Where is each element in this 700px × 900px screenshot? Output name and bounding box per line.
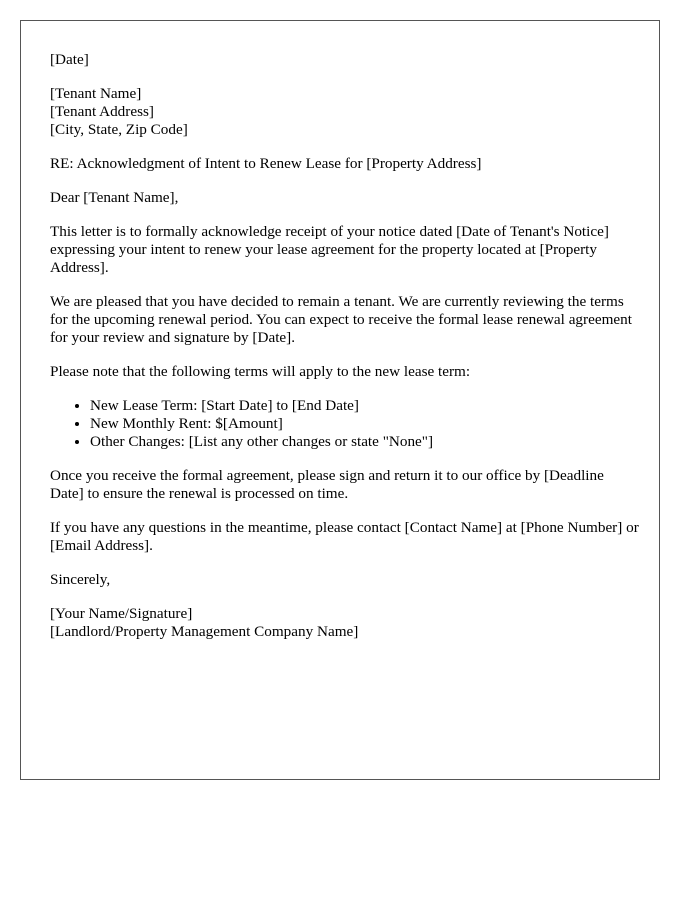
term-item-lease-term: • New Lease Term: [Start Date] to [End Date]	[90, 397, 640, 415]
recipient-address: [Tenant Address]	[50, 103, 154, 120]
paragraph-terms-intro: Please note that the following terms will apply to the new lease term:	[50, 363, 471, 380]
paragraph-return-instructions: Once you receive the formal agreement, please sign and return it to our office by [Deadline Date] to ensure the renewal is processed on time.	[50, 467, 604, 502]
paragraph-review: We are pleased that you have decided to remain a tenant. We are currently reviewing the terms for the upcoming renewal period. You can expect to receive the formal lease renewal agreement for your review and signature by [Date].	[50, 293, 632, 346]
recipient-address-block	[50, 85, 640, 139]
subject-line: RE: Acknowledgment of Intent to Renew Lease for [Property Address]	[50, 155, 482, 172]
term-item-other-changes: • Other Changes: [List any other changes or state "None"]	[90, 433, 640, 451]
paragraph-contact: If you have any questions in the meantime, please contact [Contact Name] at [Phone Number] or [Email Address].	[50, 519, 639, 554]
recipient-city-state-zip: [City, State, Zip Code]	[50, 121, 188, 138]
letter-date	[50, 51, 640, 69]
letter-page	[20, 20, 660, 780]
date-line: [Date]	[50, 51, 89, 68]
letter-body	[50, 51, 640, 657]
signature-name: [Your Name/Signature]	[50, 605, 193, 622]
term-item-monthly-rent: • New Monthly Rent: $[Amount]	[90, 415, 640, 433]
closing: Sincerely,	[50, 571, 111, 588]
terms-list	[50, 397, 640, 451]
signature-company: [Landlord/Property Management Company Name]	[50, 623, 359, 640]
paragraph-acknowledgment: This letter is to formally acknowledge receipt of your notice dated [Date of Tenant's Notice] expressing your intent to renew your lease agreement for the property located at [Property Address].	[50, 223, 609, 276]
salutation: Dear [Tenant Name],	[50, 189, 179, 206]
signature-block	[50, 605, 640, 641]
recipient-name: [Tenant Name]	[50, 85, 142, 102]
